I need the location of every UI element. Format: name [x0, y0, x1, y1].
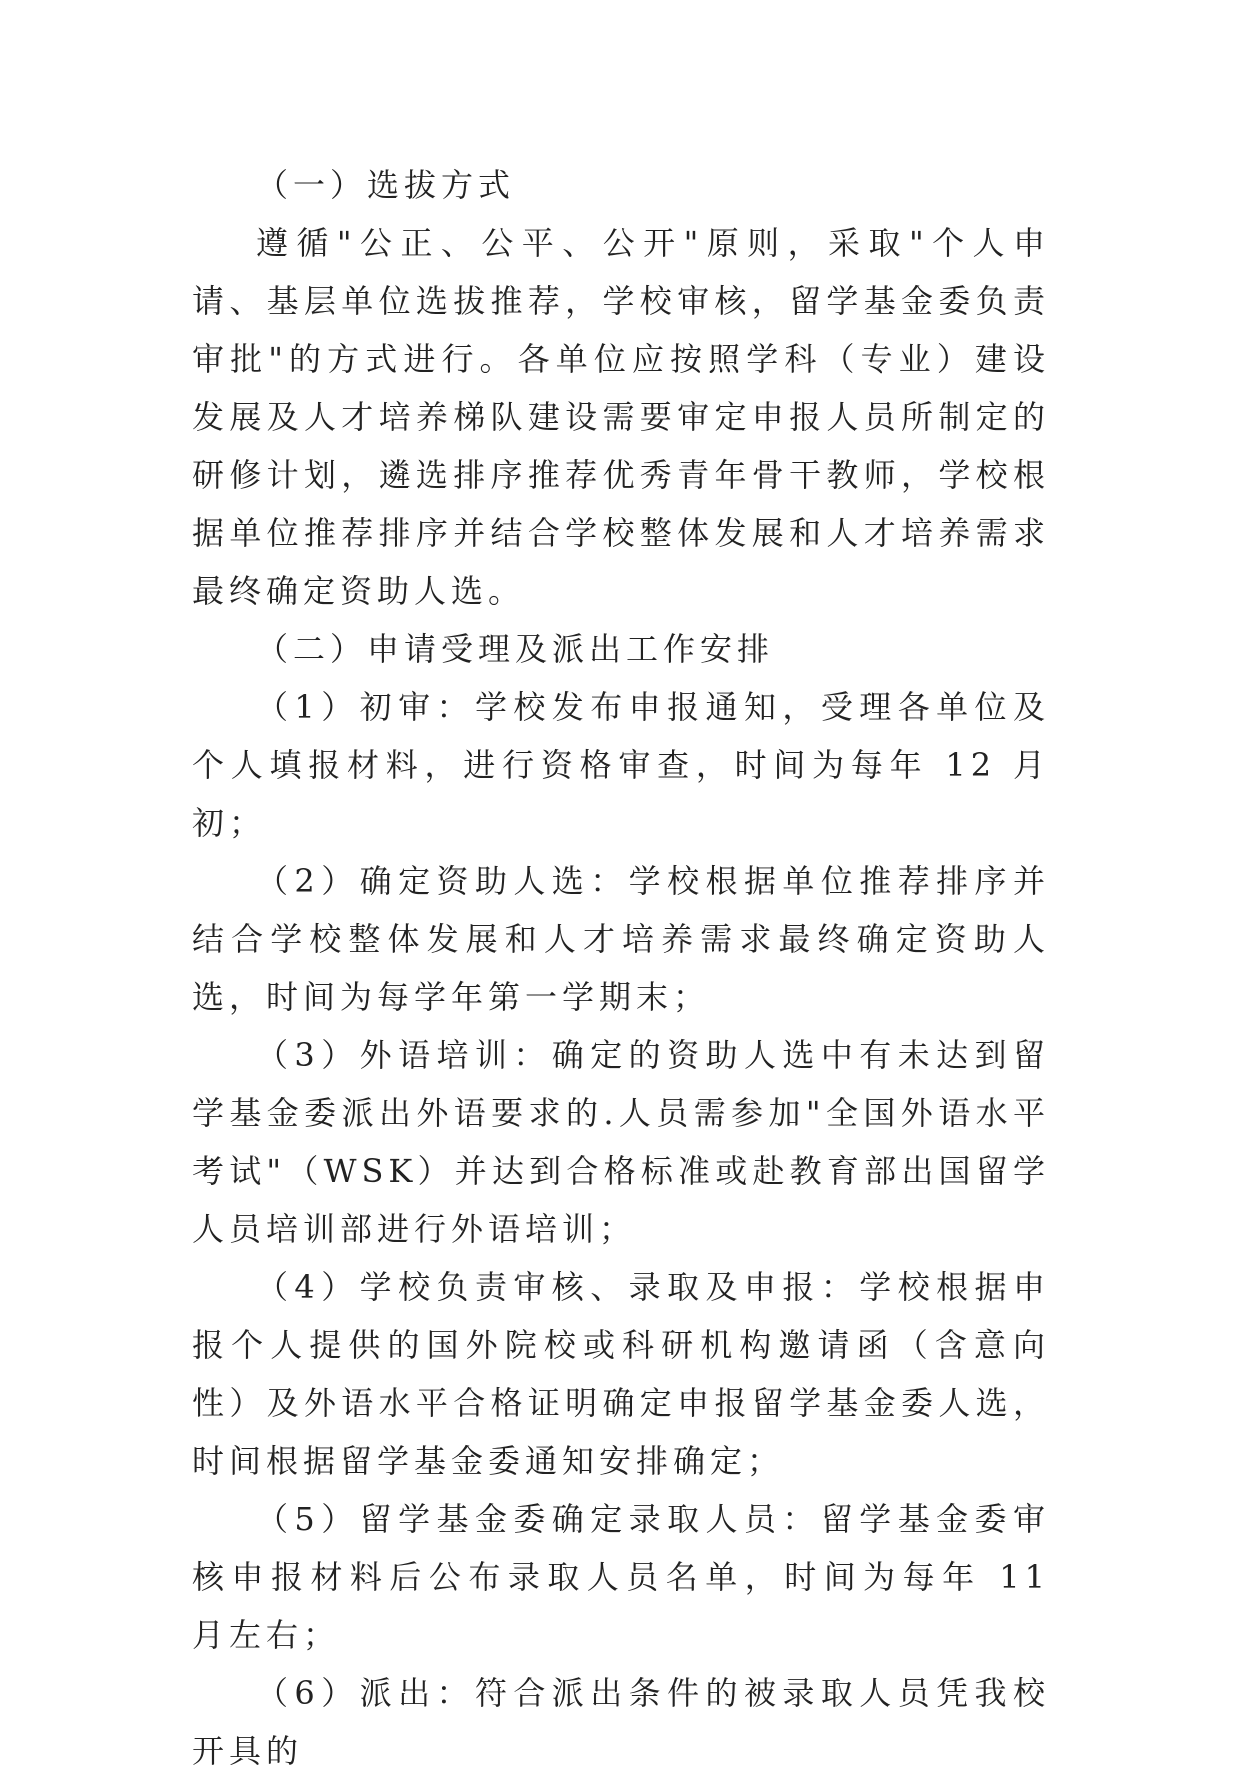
list-item-determine-candidates: （2）确定资助人选：学校根据单位推荐排序并结合学校整体发展和人才培养需求最终确定资助人选，时间为每学年第一学期末； [192, 862, 1050, 1016]
section-heading-application-arrangement: （二）申请受理及派出工作安排 [256, 630, 775, 668]
paragraph-selection-principle: 遵循"公正、公平、公开"原则，采取"个人申请、基层单位选拔推荐，学校审核，留学基金委负责审批"的方式进行。各单位应按照学科（专业）建设发展及人才培养梯队建设需要审定申报人员所制定的研修计划，遴选排序推荐优秀青年骨干教师，学校根据单位推荐排序并结合学校整体发展和人才培养需求最终确定资助人选。 [192, 224, 1050, 610]
list-item-language-training: （3）外语培训：确定的资助人选中有未达到留学基金委派出外语要求的.人员需参加"全国外语水平考试"（WSK）并达到合格标准或赴教育部出国留学人员培训部进行外语培训； [192, 1036, 1050, 1248]
document-body [192, 156, 1050, 1780]
section-heading-selection-method: （一）选拔方式 [256, 166, 516, 204]
list-item-admission-confirmation: （5）留学基金委确定录取人员：留学基金委审核申报材料后公布录取人员名单，时间为每年 11 月左右； [192, 1500, 1050, 1654]
list-item-preliminary-review: （1）初审：学校发布申报通知，受理各单位及个人填报材料，进行资格审查，时间为每年 12 月初； [192, 688, 1050, 842]
list-item-dispatch: （6）派出：符合派出条件的被录取人员凭我校开具的 [192, 1674, 1050, 1770]
list-item-school-review: （4）学校负责审核、录取及申报：学校根据申报个人提供的国外院校或科研机构邀请函（含意向性）及外语水平合格证明确定申报留学基金委人选，时间根据留学基金委通知安排确定； [192, 1268, 1050, 1480]
